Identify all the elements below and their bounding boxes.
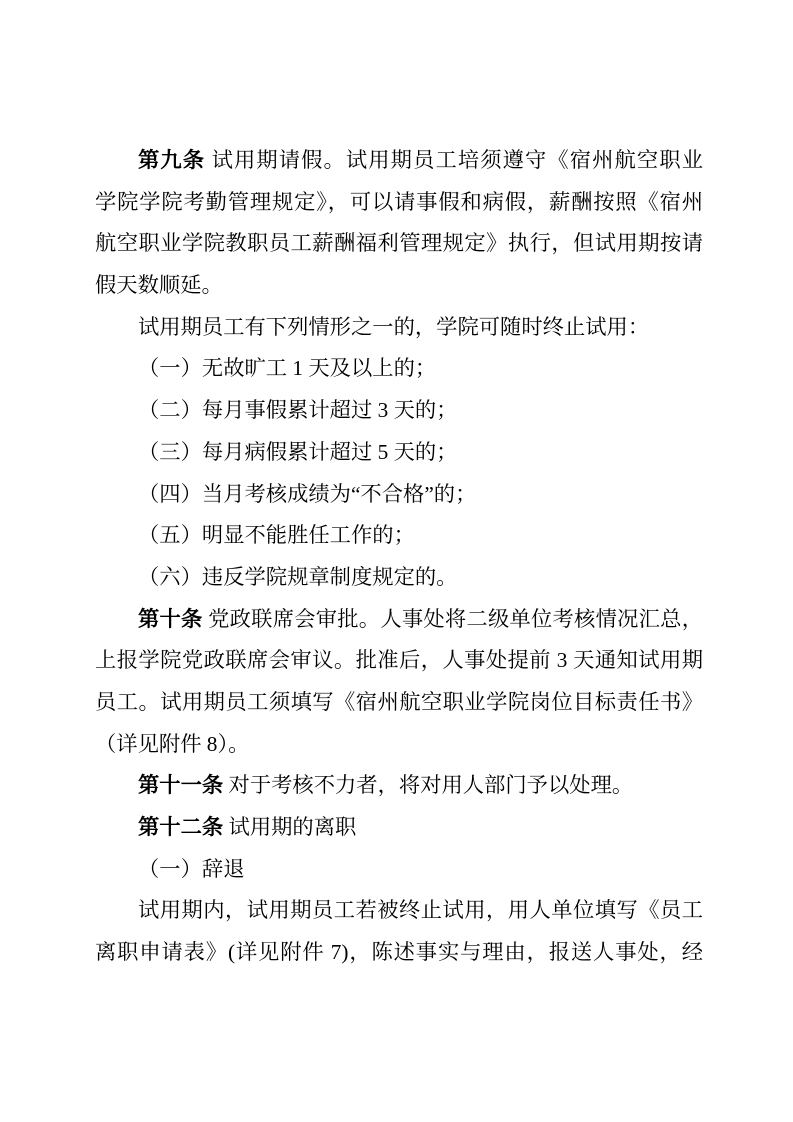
text-line: [95, 765, 703, 807]
text-line-content: 试用期的离职: [223, 815, 357, 839]
text-line-content: （一）辞退: [138, 856, 245, 881]
text-line-content: （二）每月事假累计超过 3 天的；: [138, 398, 458, 423]
text-line: [95, 640, 703, 682]
text-line-content: （三）每月病假累计超过 5 天的；: [138, 439, 458, 464]
list-item: [95, 557, 703, 599]
article-number: 第九条: [138, 148, 206, 172]
list-item: [95, 432, 703, 474]
text-line-content: 学院学院考勤管理规定》，可以请事假和病假，薪酬按照《宿州: [95, 189, 703, 214]
text-line: [95, 599, 703, 641]
article-number: 第十一条: [138, 773, 224, 798]
text-line-content: 试用期内，试用期员工若被终止试用，用人单位填写《员工: [138, 898, 703, 923]
text-line-content: 试用期员工有下列情形之一的，学院可随时终止试用：: [138, 314, 650, 339]
article-number: 第十条: [138, 606, 203, 631]
text-line: [95, 807, 703, 849]
list-item: [95, 515, 703, 557]
text-line-content: 试用期请假。试用期员工培须遵守《宿州航空职业: [205, 148, 703, 172]
text-line-content: （六）违反学院规章制度规定的。: [138, 564, 458, 589]
list-item: [95, 348, 703, 390]
text-line: [95, 265, 703, 307]
list-item: [95, 849, 703, 891]
text-line-content: 上报学院党政联席会审议。批准后，人事处提前 3 天通知试用期: [95, 648, 703, 673]
article-number: 第十二条: [138, 815, 224, 839]
text-line: [95, 890, 703, 932]
text-line: [95, 140, 703, 182]
text-line: [95, 307, 703, 349]
text-line: [95, 724, 703, 766]
text-line: [95, 223, 703, 265]
text-line-content: 离职申请表》(详见附件 7)，陈述事实与理由，报送人事处，经: [95, 940, 703, 965]
text-line: [95, 182, 703, 224]
text-line-content: 对于考核不力者，将对用人部门予以处理。: [223, 773, 634, 798]
list-item: [95, 474, 703, 516]
text-line-content: 员工。试用期员工须填写《宿州航空职业学院岗位目标责任书》: [95, 689, 703, 714]
text-line-content: （一）无故旷工 1 天及以上的；: [138, 356, 437, 381]
text-line-content: （详见附件 8）。: [95, 731, 250, 756]
text-line: [95, 932, 703, 974]
text-line-content: （四）当月考核成绩为“不合格”的；: [138, 481, 477, 506]
text-line-content: 假天数顺延。: [95, 273, 223, 298]
text-line-content: 航空职业学院教职员工薪酬福利管理规定》执行，但试用期按请: [95, 231, 703, 256]
text-line: [95, 682, 703, 724]
text-line-content: （五）明显不能胜任工作的；: [138, 523, 415, 548]
list-item: [95, 390, 703, 432]
text-line-content: 党政联席会审批。人事处将二级单位考核情况汇总，: [202, 606, 703, 631]
